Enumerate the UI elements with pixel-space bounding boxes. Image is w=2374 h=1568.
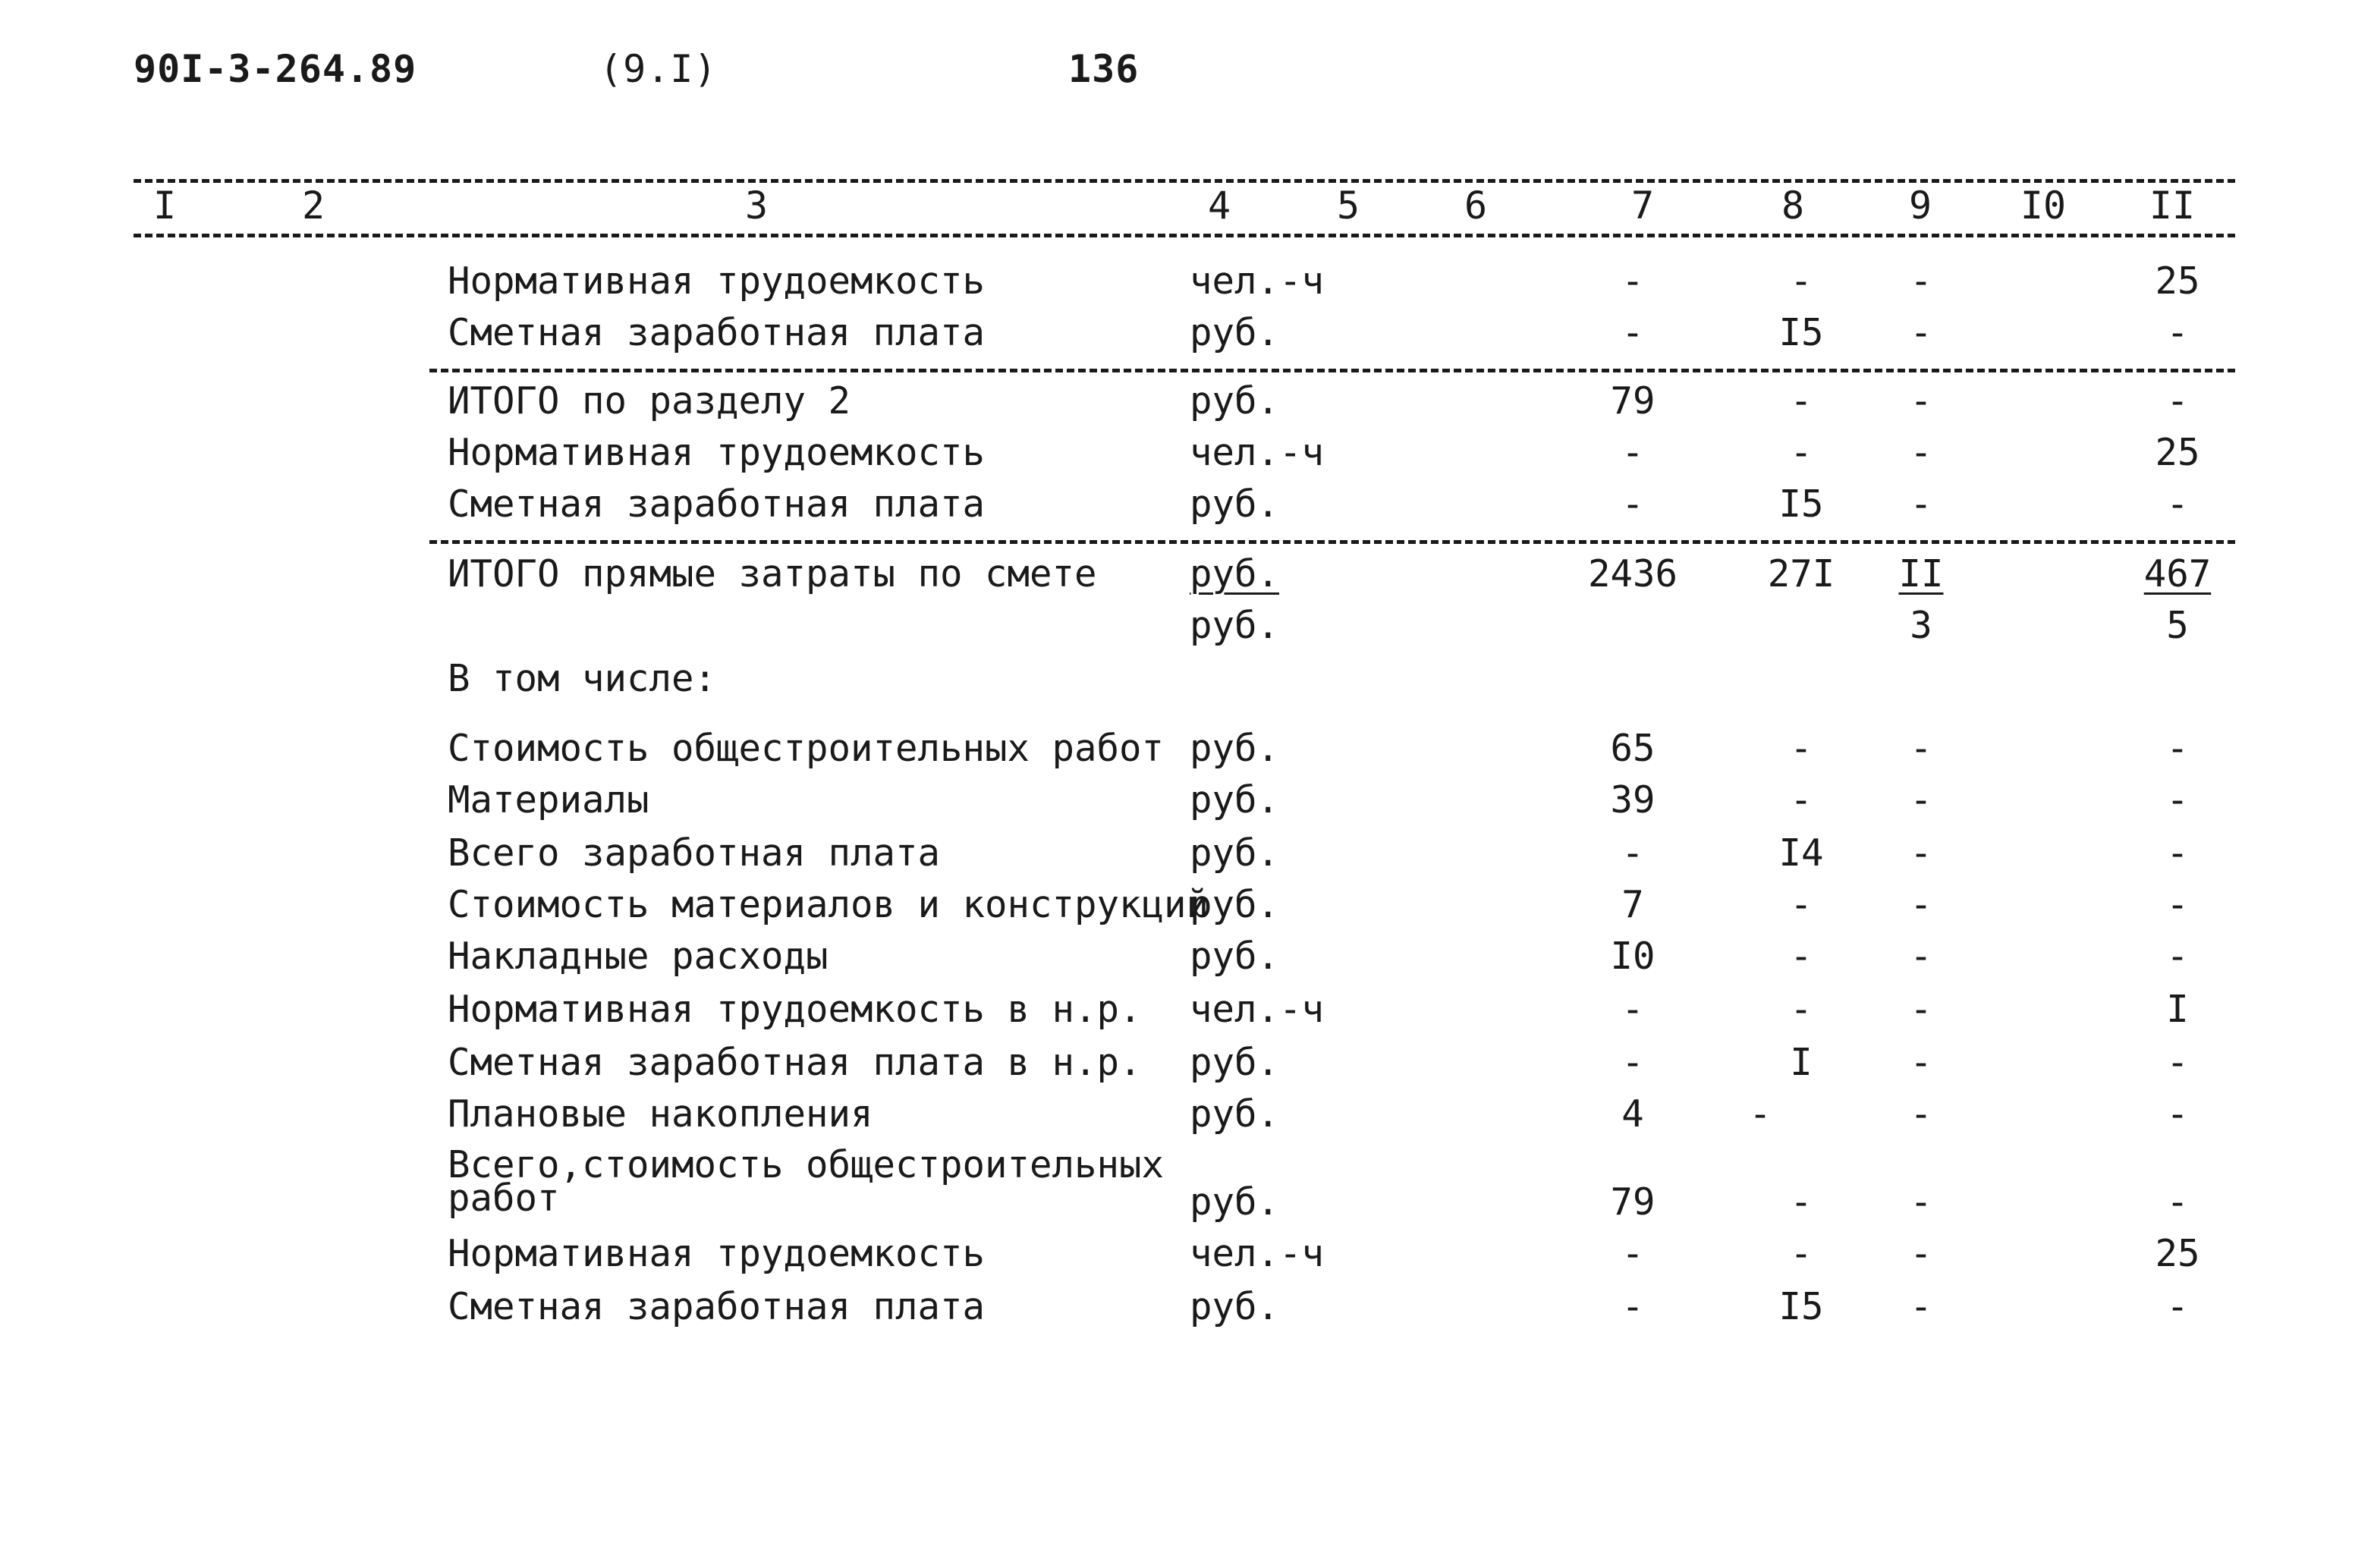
row-unit: руб. [1190, 311, 1280, 354]
col7-value: - [1621, 988, 1644, 1031]
table-row [0, 1092, 2374, 1138]
col9-value: - [1910, 379, 1932, 423]
row-label: Сметная заработная плата в н.р. [448, 1041, 1142, 1084]
table-row [0, 1041, 2374, 1086]
col9-value: - [1910, 727, 1932, 770]
row-unit: руб. [1190, 935, 1280, 978]
col7-value: 4 [1621, 1092, 1644, 1136]
col11-value: I [2166, 988, 2189, 1031]
row-unit: чел.-ч [1190, 988, 1325, 1031]
col11-value: - [2166, 311, 2189, 354]
col8-value: I4 [1778, 831, 1824, 875]
column-number-7: 7 [1630, 184, 1655, 228]
section-rule [429, 369, 2235, 372]
col9-value: - [1910, 311, 1932, 354]
table-row [0, 727, 2374, 772]
row-label: Сметная заработная плата [448, 482, 986, 526]
row-unit: чел.-ч [1190, 1232, 1325, 1275]
col11-value: - [2166, 1041, 2189, 1084]
col11-value: 25 [2155, 431, 2200, 474]
document-code: 90I-3-264.89 [134, 47, 417, 91]
col9-value: - [1910, 482, 1932, 526]
col7-value: - [1621, 431, 1644, 474]
col7-value: - [1621, 259, 1644, 303]
table-row [0, 988, 2374, 1033]
col8-value: I5 [1778, 1285, 1824, 1328]
col9-value: - [1910, 1092, 1932, 1136]
col7-value: 2436 [1587, 552, 1678, 595]
column-number-8: 8 [1781, 184, 1805, 228]
col7-value: 79 [1610, 1180, 1656, 1224]
section-number: (9.I) [599, 47, 718, 91]
col11-value: - [2166, 883, 2189, 926]
row-label: Накладные расходы [448, 935, 829, 978]
col8-value: - [1790, 935, 1813, 978]
total-works-label-line1: Всего,стоимость общестроительных [448, 1143, 1165, 1186]
row-label: ИТОГО прямые затраты по смете [448, 552, 1097, 595]
table-row [0, 552, 2374, 598]
col11-value: - [2166, 935, 2189, 978]
col8-value: I5 [1778, 482, 1824, 526]
table-row [0, 1177, 2374, 1226]
col8-value: I5 [1778, 311, 1824, 354]
row-label: Всего заработная плата [448, 831, 941, 875]
row-unit: руб. [1190, 604, 1280, 647]
col9-value: - [1910, 1180, 1932, 1224]
col11-value: 467 [2143, 552, 2212, 595]
column-number-9: 9 [1908, 184, 1932, 228]
column-number-6: 6 [1464, 184, 1488, 228]
col8-value: - [1749, 1092, 1772, 1136]
table-row [0, 778, 2374, 824]
row-label: Плановые накопления [448, 1092, 873, 1136]
row-unit: руб. [1190, 1092, 1280, 1136]
table-row [0, 883, 2374, 929]
col9-value: - [1910, 883, 1932, 926]
column-number-1: I [153, 184, 177, 228]
table-row [0, 604, 2374, 649]
table-row [0, 259, 2374, 305]
row-unit: руб. [1190, 883, 1280, 926]
table-row [0, 379, 2374, 425]
column-number-4: 4 [1207, 184, 1231, 228]
row-unit: руб. [1190, 1180, 1280, 1224]
col11-value: - [2166, 379, 2189, 423]
col11-value: - [2166, 727, 2189, 770]
row-unit: руб. [1190, 379, 1280, 423]
row-label: Материалы [448, 778, 649, 822]
col9-value: - [1910, 778, 1932, 822]
table-row [0, 431, 2374, 476]
col8-value: - [1790, 431, 1813, 474]
column-number-3: 3 [744, 184, 769, 228]
col11-value: - [2166, 1092, 2189, 1136]
total-works-label-line2: работ [448, 1177, 560, 1220]
column-number-10: I0 [2020, 184, 2067, 228]
row-unit: чел.-ч [1190, 259, 1325, 303]
col7-value: - [1621, 1232, 1644, 1275]
col9-value: II [1898, 552, 1944, 595]
row-label: Сметная заработная плата [448, 311, 986, 354]
col7-value: 7 [1621, 883, 1644, 926]
col11-value: - [2166, 831, 2189, 875]
including-label: В том числе: [448, 657, 717, 700]
col9-value: - [1910, 831, 1932, 875]
table-row [0, 1232, 2374, 1277]
col9-value: - [1910, 1232, 1932, 1275]
section-rule [429, 540, 2235, 544]
col11-value: 5 [2166, 604, 2189, 647]
row-unit: руб. [1190, 831, 1280, 875]
col9-value: - [1910, 1285, 1932, 1328]
col11-value: - [2166, 1180, 2189, 1224]
table-row [0, 311, 2374, 357]
column-number-11: II [2149, 184, 2196, 228]
col11-value: 25 [2155, 1232, 2200, 1275]
col8-value: - [1790, 727, 1813, 770]
col9-value: 3 [1910, 604, 1932, 647]
col8-value: - [1790, 1232, 1813, 1275]
header-top-rule [134, 179, 2235, 183]
col7-value: - [1621, 831, 1644, 875]
col9-value: - [1910, 259, 1932, 303]
col11-value: - [2166, 482, 2189, 526]
col8-value: - [1790, 1180, 1813, 1224]
col9-value: - [1910, 935, 1932, 978]
col7-value: 39 [1610, 778, 1656, 822]
table-row [0, 935, 2374, 980]
row-unit: руб. [1190, 727, 1280, 770]
header-bottom-rule [134, 234, 2235, 237]
col9-value: - [1910, 988, 1932, 1031]
row-unit: чел.-ч [1190, 431, 1325, 474]
col8-value: - [1790, 883, 1813, 926]
col8-value: - [1790, 259, 1813, 303]
col8-value: 27I [1767, 552, 1835, 595]
col11-value: 25 [2155, 259, 2200, 303]
column-number-5: 5 [1336, 184, 1360, 228]
col7-value: I0 [1610, 935, 1656, 978]
table-row [0, 1285, 2374, 1331]
row-label: Нормативная трудоемкость [448, 431, 986, 474]
row-label: Сметная заработная плата [448, 1285, 986, 1328]
row-unit: руб. [1190, 552, 1280, 595]
col7-value: - [1621, 482, 1644, 526]
row-unit: руб. [1190, 778, 1280, 822]
row-unit: руб. [1190, 1285, 1280, 1328]
col11-value: - [2166, 778, 2189, 822]
col7-value: 79 [1610, 379, 1656, 423]
table-row [0, 482, 2374, 528]
col9-value: - [1910, 1041, 1932, 1084]
col8-value: - [1790, 379, 1813, 423]
col7-value: - [1621, 1285, 1644, 1328]
row-unit: руб. [1190, 1041, 1280, 1084]
col7-value: 65 [1610, 727, 1656, 770]
col7-value: - [1621, 311, 1644, 354]
col8-value: - [1790, 778, 1813, 822]
row-label: ИТОГО по разделу 2 [448, 379, 851, 423]
row-label: Нормативная трудоемкость [448, 259, 986, 303]
row-unit: руб. [1190, 482, 1280, 526]
table-row [0, 831, 2374, 877]
col8-value: I [1790, 1041, 1813, 1084]
row-label: Стоимость материалов и конструкций [448, 883, 1209, 926]
row-label: Нормативная трудоемкость [448, 1232, 986, 1275]
col11-value: - [2166, 1285, 2189, 1328]
col7-value: - [1621, 1041, 1644, 1084]
row-label: Стоимость общестроительных работ [448, 727, 1165, 770]
col9-value: - [1910, 431, 1932, 474]
row-label: Нормативная трудоемкость в н.р. [448, 988, 1142, 1031]
column-number-2: 2 [301, 184, 325, 228]
col8-value: - [1790, 988, 1813, 1031]
page-number: 136 [1068, 47, 1140, 91]
